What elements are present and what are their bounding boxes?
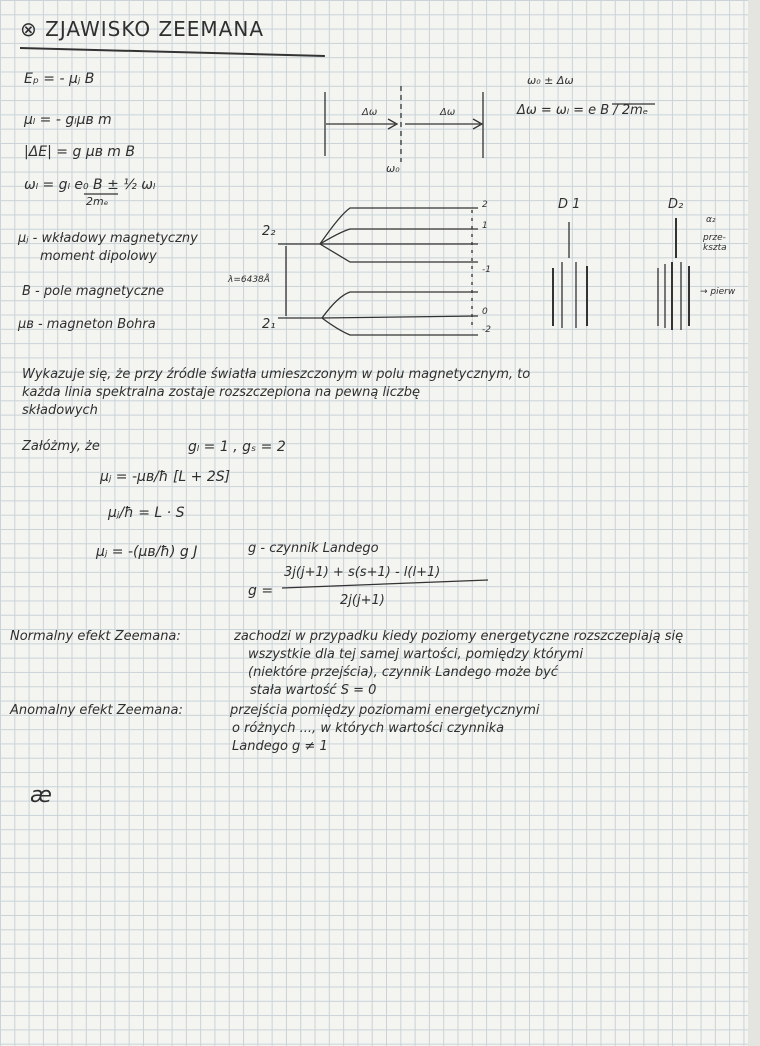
paragraph-line-2: każda linia spektralna zostaje rozszczepiona na pewną liczbę: [22, 385, 420, 400]
assume-g-def: g - czynnik Landego: [248, 541, 379, 556]
lower-split-2: [322, 316, 478, 318]
formula-abs-de: |ΔE| = g μʙ m B: [24, 144, 135, 160]
m-label-3: -1: [482, 265, 491, 275]
m-label-0: 2: [482, 200, 488, 210]
assume-g-prefix: g =: [248, 583, 274, 599]
formula-omega-l: ωₗ = gₗ e₀ B ± ½ ωₗ: [24, 177, 156, 193]
label-dw-right: Δω: [440, 107, 456, 118]
legend-mu-j: μⱼ - wkładowy magnetyczny: [18, 231, 198, 246]
right-note-1: α₂: [706, 215, 716, 225]
formula-ep: Eₚ = - μⱼ B: [24, 71, 95, 87]
label-w0: ω₀: [386, 162, 400, 175]
assume-g-numerator: 3j(j+1) + s(s+1) - l(l+1): [284, 565, 441, 580]
level-lower: 2₁: [262, 317, 276, 332]
level-upper: 2₂: [262, 224, 276, 239]
normal-line-2: wszystkie dla tej samej wartości, pomiędzy którymi: [248, 647, 584, 662]
assume-g-values: gₗ = 1 , gₛ = 2: [188, 439, 286, 455]
m-label-1: 1: [482, 221, 488, 231]
legend-mu-j-cont: moment dipolowy: [40, 249, 157, 264]
label-d1: D 1: [558, 197, 581, 212]
label-dw-left: Δω: [362, 107, 378, 118]
upper-split-2: [320, 229, 478, 244]
eq-bottom: Δω = ωₗ = e B / 2mₑ: [517, 103, 649, 118]
label-d2: D₂: [668, 197, 684, 212]
formula-mu-l: μₗ = - gₗμʙ m: [24, 112, 112, 128]
paragraph-line-3: składowych: [22, 403, 98, 418]
eq-top: ω₀ ± Δω: [527, 74, 574, 87]
m-label-5: -2: [482, 325, 491, 335]
right-note-3: → pierw: [700, 287, 736, 297]
upper-split-1: [320, 208, 478, 244]
lower-split-3: [322, 318, 478, 335]
assume-intro: Załóżmy, że: [22, 439, 100, 454]
paragraph-line-1: Wykazuje się, że przy źródle światła umieszczonym w polu magnetycznym, to: [22, 367, 531, 382]
anomalous-label: Anomalny efekt Zeemana:: [10, 703, 183, 718]
anomalous-line-3: Landego g ≠ 1: [232, 739, 328, 754]
m-label-4: 0: [482, 307, 488, 317]
legend-mu-b: μʙ - magneton Bohra: [18, 317, 156, 332]
assume-mu-j-eq2: μⱼ/ħ = L · S: [108, 505, 185, 521]
normal-line-4: stała wartość S = 0: [250, 683, 377, 698]
formula-omega-l-denominator: 2mₑ: [86, 195, 109, 208]
normal-line-1: zachodzi w przypadku kiedy poziomy energetyczne rozszczepiają się: [234, 629, 684, 644]
anomalous-line-1: przejścia pomiędzy poziomami energetycznymi: [230, 703, 540, 718]
anomalous-line-2: o różnych ..., w których wartości czynnika: [232, 721, 505, 736]
normal-line-3: (niektóre przejścia), czynnik Landego może być: [248, 665, 558, 680]
g-fraction-bar: [282, 580, 488, 588]
lower-split-1: [322, 292, 478, 318]
upper-split-4: [320, 244, 478, 262]
level-delta: λ=6438Å: [228, 275, 270, 285]
assume-g-denominator: 2j(j+1): [340, 593, 385, 608]
right-note-2: prze- kszta: [703, 233, 727, 253]
assume-mu-j-eq: μⱼ = -μʙ/ħ [L + 2S]: [100, 469, 231, 485]
assume-mu-j-eq3: μⱼ = -(μʙ/ħ) g J: [96, 544, 198, 560]
page-title: ⊗ ZJAWISKO ZEEMANA: [20, 17, 264, 41]
normal-label: Normalny efekt Zeemana:: [10, 629, 181, 644]
page-edge-right: [748, 0, 760, 1046]
end-mark: æ: [30, 783, 52, 808]
legend-b: B - pole magnetyczne: [22, 284, 164, 299]
